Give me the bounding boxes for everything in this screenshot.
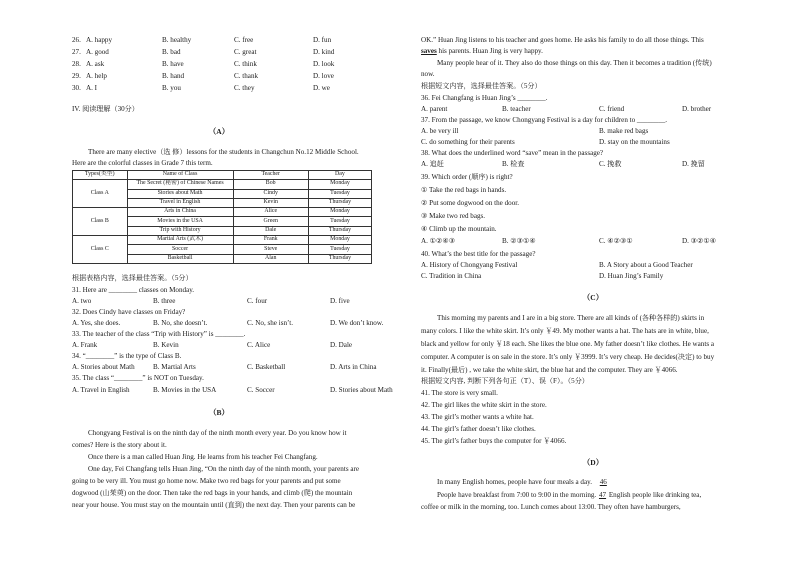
q34-d: D. Arts in China [330,363,377,371]
table-cell: Soccer [127,245,233,254]
passage-b-line: near your house. You must stay on the mountain until (直到) the next day. Then your parents can be [72,501,356,509]
q39-step: ③ Make two red bags. [421,212,486,220]
q40-stem: 40. What’s the best title for the passage? [421,250,536,258]
q27-b: B. bad [162,48,181,56]
q29-num: 29. [72,72,81,80]
table-group-cell: Class B [73,208,128,236]
table-cell: Thursday [308,198,371,207]
q27-num: 27. [72,48,81,56]
q27-c: C. great [234,48,257,56]
q37-stem: 37. From the passage, we know Chongyang Festival is a day for children to ________. [421,116,668,124]
q39-step: ① Take the red bags in hands. [421,186,507,194]
table-header: Day [308,171,371,180]
passage-d-line [437,492,701,499]
q26-c: C. free [234,36,254,44]
q38-a: A. 追赶 [421,160,444,168]
table-cell: Alan [233,254,308,263]
passage-b-line: Chongyang Festival is on the ninth day of the ninth month every year. Do you know how it [88,429,347,437]
passage-b-line: going to be very ill. You must go home now. Make two red bags for your parents and put some [72,477,341,485]
table-cell: Arts in China [127,208,233,217]
passage-c-line: many colors. I like the white skirt. It’s only ￥49. My mother wants a hat. The hats are in white, blue, [421,327,709,335]
passage-a-intro-2: Here are the colorful classes in Grade 7 this term. [72,159,213,167]
table-cell: Tuesday [308,245,371,254]
table-cell: Martial Arts (武术) [127,236,233,245]
q36-b: B. teacher [502,105,531,113]
q36-d: D. brother [682,105,712,113]
passage-b-cont-line [421,48,543,55]
passage-a-label: （A） [208,127,230,136]
q32-c: C. No, she isn’t. [247,319,293,327]
right-column [397,0,769,561]
q39-step: ② Put some dogwood on the door. [421,199,519,207]
q31-stem: 31. Here are ________ classes on Monday. [72,286,195,294]
statement: 41. The store is very small. [421,389,498,397]
passage-a-intro-1: There are many elective（选 修）lessons for the students in Changchun No.12 Middle School. [88,148,359,156]
passage-d-line2-pre: People have breakfast from 7:00 to 9:00 in the morning. [437,491,598,499]
q27-a: A. good [86,48,109,56]
class-table [72,170,372,264]
passage-d-line1: In many English homes, people have four meals a day. [437,478,594,486]
q31-a: A. two [72,297,92,305]
q29-d: D. love [313,72,334,80]
table-cell: Green [233,217,308,226]
q33-c: C. Alice [247,341,271,349]
passage-d-line2-post: English people like drinking tea, [607,491,702,499]
q32-d: D. We don’t know. [330,319,384,327]
q32-stem: 32. Does Cindy have classes on Friday? [72,308,186,316]
q33-b: B. Kevin [153,341,179,349]
statement: 43. The girl’s mother wants a white hat. [421,413,534,421]
passage-b-cont-line: Many people hear of it. They also do those things on this day. Then it becomes a tradition (传统) [437,59,712,67]
q28-c: C. think [234,60,257,68]
table-cell: Frank [233,236,308,245]
passage-b-line: comes? Here is the story about it. [72,441,167,449]
table-cell: Monday [308,208,371,217]
q37-b: B. make red bags [599,127,649,135]
q37-c: C. do something for their parents [421,138,515,146]
q26-a: A. happy [86,36,113,44]
q28-a: A. ask [86,60,105,68]
q31-c: C. four [247,297,268,305]
table-header-row [73,171,372,180]
table-cell: Cindy [233,189,308,198]
passage-b-cont-line: OK.” Huan Jing listens to his teacher and goes home. He asks his family to do all those things. This [421,36,704,44]
blank-47: 47 [598,491,607,499]
q37-a: A. be very ill [421,127,459,135]
q27-d: D. kind [313,48,335,56]
table-cell: Alice [233,208,308,217]
table-cell: Steve [233,245,308,254]
table-cell: Stories about Math [127,189,233,198]
q40-b: B. A Story about a Good Teacher [599,261,693,269]
q39-b: B. ②③①④ [502,237,536,245]
table-cell: Monday [308,180,371,189]
q26-b: B. healthy [162,36,192,44]
passage-c-line: This morning my parents and I are in a big store. There are all kinds of (各种各样的) skirts in [437,314,705,322]
table-group-cell: Class C [73,236,128,264]
q34-a: A. Stories about Math [72,363,135,371]
q39-a: A. ①②④③ [421,237,456,245]
q34-c: C. Basketball [247,363,286,371]
passage-c-instruction: 根据短文内容, 判断下列各句正（T）、误（F）。（5分） [421,377,589,385]
q34-b: B. Martial Arts [153,363,196,371]
table-cell: Travel in English [127,198,233,207]
passage-c-line: black and yellow for only ￥18 each. She likes the blue one. My father doesn’t like clothes. He wants a [421,340,714,348]
passage-d-line: coffee or milk in the morning, too. Lunch comes about 13:00. They often have hamburgers, [421,503,681,511]
table-cell: Kevin [233,198,308,207]
q35-b: B. Movies in the USA [153,386,217,394]
q28-num: 28. [72,60,81,68]
q38-b: B. 检查 [502,160,525,168]
passage-b-line: Once there is a man called Huan Jing. He learns from his teacher Fei Changfang. [88,453,318,461]
q40-c: C. Tradition in China [421,272,482,280]
passage-d-line [437,479,613,486]
blank-46: 46 [599,478,607,486]
passage-b-instruction: 根据短文内容，选择最佳答案。（5分） [421,82,542,90]
passage-a-instruction: 根据表格内容，选择最佳答案。（5分） [72,274,193,282]
q30-a: A. I [86,84,98,92]
left-column [0,0,393,561]
table-cell: Thursday [308,226,371,235]
q29-a: A. help [86,72,107,80]
q33-d: D. Dale [330,341,353,349]
q28-d: D. look [313,60,335,68]
q29-b: B. hand [162,72,185,80]
q31-b: B. three [153,297,176,305]
table-cell: Tuesday [308,189,371,198]
section-heading: IV. 阅读理解（30分） [72,105,139,113]
q37-d: D. stay on the mountains [599,138,670,146]
passage-c-label: （C） [582,293,604,302]
q26-num: 26. [72,36,81,44]
q26-d: D. fun [313,36,332,44]
table-row [73,236,372,245]
q35-stem: 35. The class “________” is NOT on Tuesday. [72,374,204,382]
table-row [73,180,372,189]
q28-b: B. have [162,60,184,68]
underlined-save: saves [421,47,437,55]
passage-b-line: dogwood (山茱萸) on the door. Then take the red bags in your hands, and climb (爬) the mountain [72,489,353,497]
q35-c: C. Soccer [247,386,275,394]
q35-a: A. Travel in English [72,386,130,394]
q40-a: A. History of Chongyang Festival [421,261,518,269]
q29-c: C. thank [234,72,259,80]
q39-stem: 39. Which order (顺序) is right? [421,173,513,181]
table-cell: Basketball [127,254,233,263]
q38-d: D. 挽留 [682,160,705,168]
q30-b: B. you [162,84,181,92]
q36-a: A. parent [421,105,448,113]
passage-b-cont-rest: his parents. Huan Jing is very happy. [436,47,543,55]
q39-d: D. ③②①④ [682,237,717,245]
q33-a: A. Frank [72,341,98,349]
table-header: Name of Class [127,171,233,180]
q38-c: C. 挽救 [599,160,622,168]
passage-b-label: （B） [208,408,229,417]
q33-stem: 33. The teacher of the class “Trip with History” is ________. [72,330,246,338]
q34-stem: 34. “________” is the type of Class B. [72,352,182,360]
q40-d: D. Huan Jing’s Family [599,272,664,280]
passage-c-line: it. Finally(最后) , we take the white skirt, the blue hat and the computer. They are ￥4066. [421,366,678,374]
table-cell: Dale [233,226,308,235]
table-cell: Thursday [308,254,371,263]
passage-b-cont-line: now. [421,70,435,78]
statement: 42. The girl likes the white skirt in the store. [421,401,547,409]
table-cell: The Secret (秘密) of Chinese Names [127,180,233,189]
table-cell: Monday [308,236,371,245]
statement: 45. The girl’s father buys the computer for ￥4066. [421,437,567,445]
passage-d-label: （D） [582,458,604,467]
q36-c: C. friend [599,105,625,113]
table-row [73,208,372,217]
q32-a: A. Yes, she does. [72,319,121,327]
table-cell: Bob [233,180,308,189]
passage-b-line: One day, Fei Changfang tells Huan Jing, “On the ninth day of the ninth month, your parents are [88,465,360,473]
q31-d: D. five [330,297,350,305]
statement: 44. The girl’s father doesn’t like clothes. [421,425,536,433]
q30-c: C. they [234,84,255,92]
q32-b: B. No, she doesn’t. [153,319,208,327]
table-cell: Tuesday [308,217,371,226]
q38-stem: 38. What does the underlined word “save” mean in the passage? [421,149,604,157]
table-cell: Movies in the USA [127,217,233,226]
q36-stem: 36. Fei Changfang is Huan Jing’s ________. [421,94,548,102]
table-group-cell: Class A [73,180,128,208]
q39-c: C. ④②③① [599,237,633,245]
q39-step: ④ Climb up the mountain. [421,225,497,233]
q30-d: D. we [313,84,330,92]
table-cell: Trip with History [127,226,233,235]
q35-d: D. Stories about Math [330,386,393,394]
table-header: Teacher [233,171,308,180]
q30-num: 30. [72,84,81,92]
passage-c-line: computer. A computer is on sale in the store. It’s only ￥3999. It’s very cheap. He decides(决定) to buy [421,353,715,361]
table-header: Types(类型) [73,171,128,180]
